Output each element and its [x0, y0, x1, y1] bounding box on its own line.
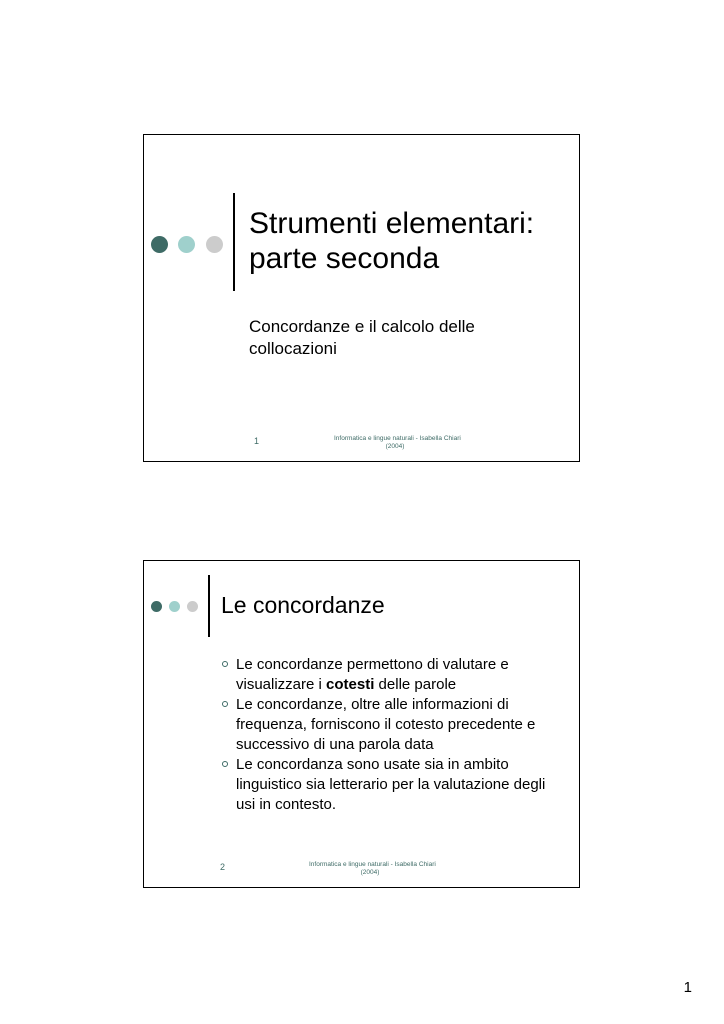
bullet-bold-text: cotesti [326, 676, 375, 693]
footer-line-1: Informatica e lingue naturali - Isabella Chiari [334, 435, 461, 442]
slide-title: Le concordanze [221, 592, 385, 618]
bullet-circle-icon [222, 661, 228, 667]
title-line-1: Strumenti elementari: [249, 207, 535, 240]
slide-title [249, 206, 534, 277]
bullet-item [236, 755, 556, 815]
slide-subtitle [249, 316, 475, 360]
bullet-item [236, 655, 556, 695]
bullet-text: Le concordanze, oltre alle informazioni di frequenza, forniscono il cotesto precedente e successivo di una parola data [236, 696, 536, 753]
slide-2 [143, 560, 580, 888]
bullet-list [236, 655, 556, 815]
footer-line-2: (2004) [360, 869, 380, 877]
slide-1 [143, 134, 580, 462]
gray-circle-icon [187, 601, 198, 612]
bullet-circle-icon [222, 761, 228, 767]
slide-number: 1 [254, 436, 260, 446]
bullet-text: Le concordanza sono usate sia in ambito linguistico sia letterario per la valutazione degli usi in contesto. [236, 756, 546, 813]
title-divider [208, 575, 210, 637]
slide-footer [334, 435, 461, 452]
title-line-2: parte seconda [249, 242, 440, 276]
bullet-circle-icon [222, 701, 228, 707]
footer-line-1: Informatica e lingue naturali - Isabella Chiari [309, 861, 436, 868]
footer-line-2: (2004) [385, 443, 405, 451]
bullet-text: Le concordanze permettono di valutare e visualizzare i [236, 656, 509, 693]
title-divider [233, 193, 235, 291]
subtitle-line-1: Concordanze e il calcolo delle [249, 317, 475, 336]
bullet-text: delle parole [374, 676, 457, 693]
slide-number: 2 [220, 862, 226, 872]
page-number: 1 [683, 979, 692, 996]
slide-footer [309, 861, 436, 878]
bullet-item [236, 695, 556, 755]
dark-circle-icon [151, 601, 162, 612]
subtitle-line-2: collocazioni [249, 339, 337, 359]
gray-circle-icon [206, 236, 223, 253]
teal-circle-icon [178, 236, 195, 253]
dark-circle-icon [151, 236, 168, 253]
teal-circle-icon [169, 601, 180, 612]
